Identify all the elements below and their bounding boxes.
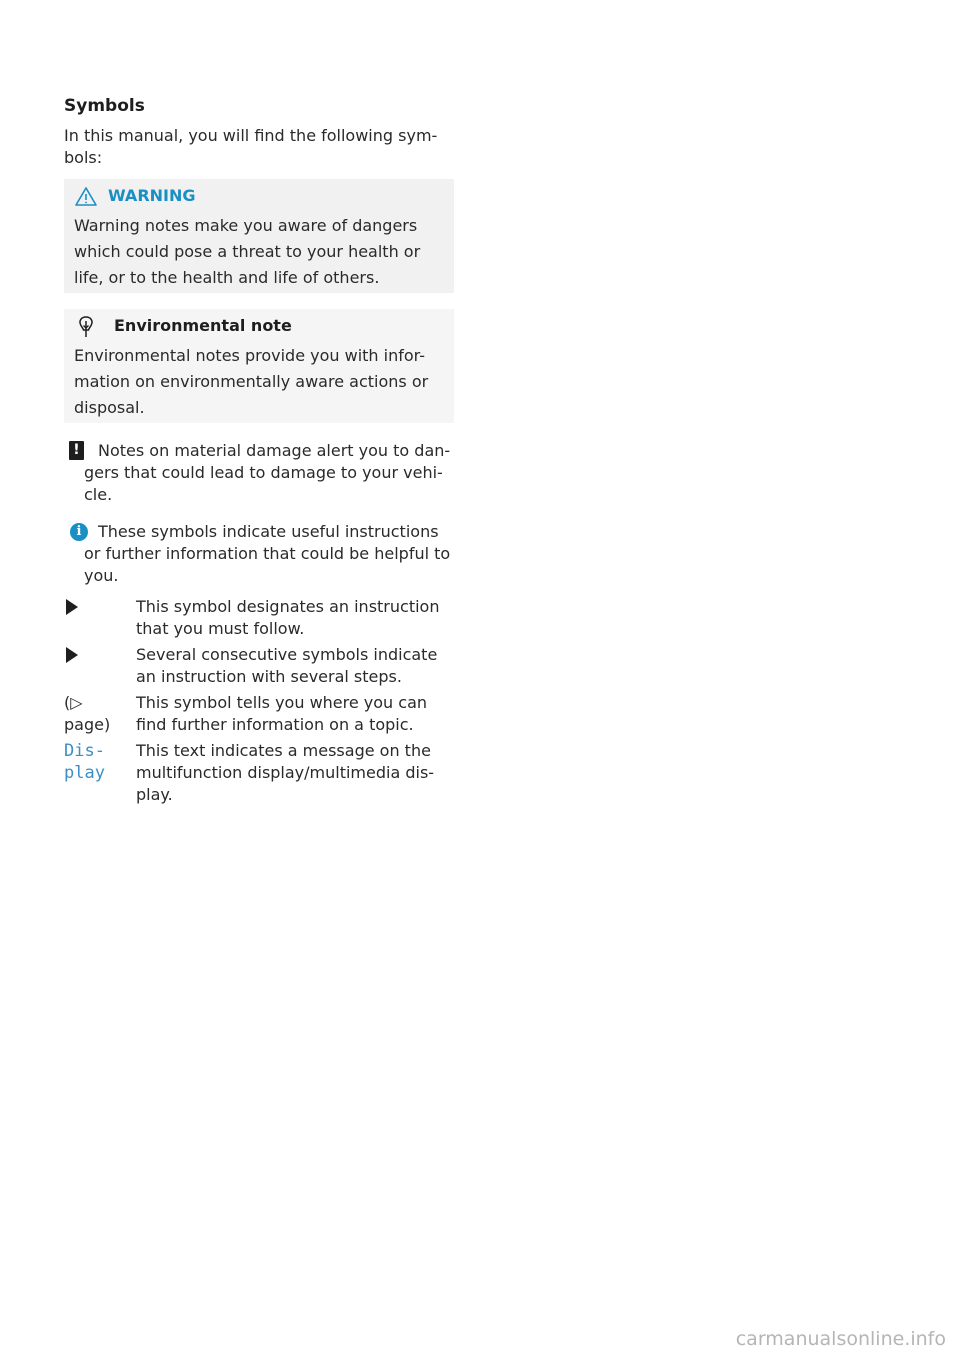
warning-body: Warning notes make you aware of dangers which could pose a threat to your health or life, or to the health and life of others. — [74, 216, 421, 287]
arrow-right-icon — [66, 599, 78, 615]
warning-box — [64, 179, 454, 293]
warning-heading: WARNING — [108, 186, 196, 205]
display-text-symbol: Dis- play — [64, 741, 105, 783]
material-damage-rest: gers that could lead to damage to your vehi- cle. — [84, 463, 443, 504]
warning-triangle-icon — [74, 185, 98, 209]
info-icon: i — [70, 523, 88, 541]
watermark: carmanualsonline.info — [735, 1328, 946, 1350]
exclamation-icon: ! — [69, 441, 84, 460]
info-rest: or further information that could be helpful to you. — [84, 544, 451, 585]
symbol-description: This symbol tells you where you can find further information on a topic. — [136, 693, 428, 734]
intro-text: In this manual, you will find the following sym- bols: — [64, 126, 438, 167]
symbol-description: This symbol designates an instruction that you must follow. — [136, 597, 440, 638]
material-damage-line1: Notes on material damage alert you to dan- — [98, 441, 451, 460]
material-damage-note — [64, 440, 456, 506]
environment-body: Environmental notes provide you with infor- mation on environmentally aware actions or disposal. — [74, 346, 429, 417]
symbol-description: Several consecutive symbols indicate an instruction with several steps. — [136, 645, 438, 686]
page-reference-icon: (▷ page) — [64, 693, 111, 734]
environment-heading: Environmental note — [114, 316, 292, 335]
lightbulb-icon — [74, 315, 98, 339]
environment-box — [64, 309, 454, 423]
symbol-description: This text indicates a message on the multifunction display/multimedia dis- play. — [136, 741, 435, 804]
arrow-right-icon — [66, 647, 78, 663]
info-note — [64, 521, 456, 587]
info-line1: These symbols indicate useful instructions — [98, 522, 439, 541]
section-title: Symbols — [64, 96, 145, 116]
